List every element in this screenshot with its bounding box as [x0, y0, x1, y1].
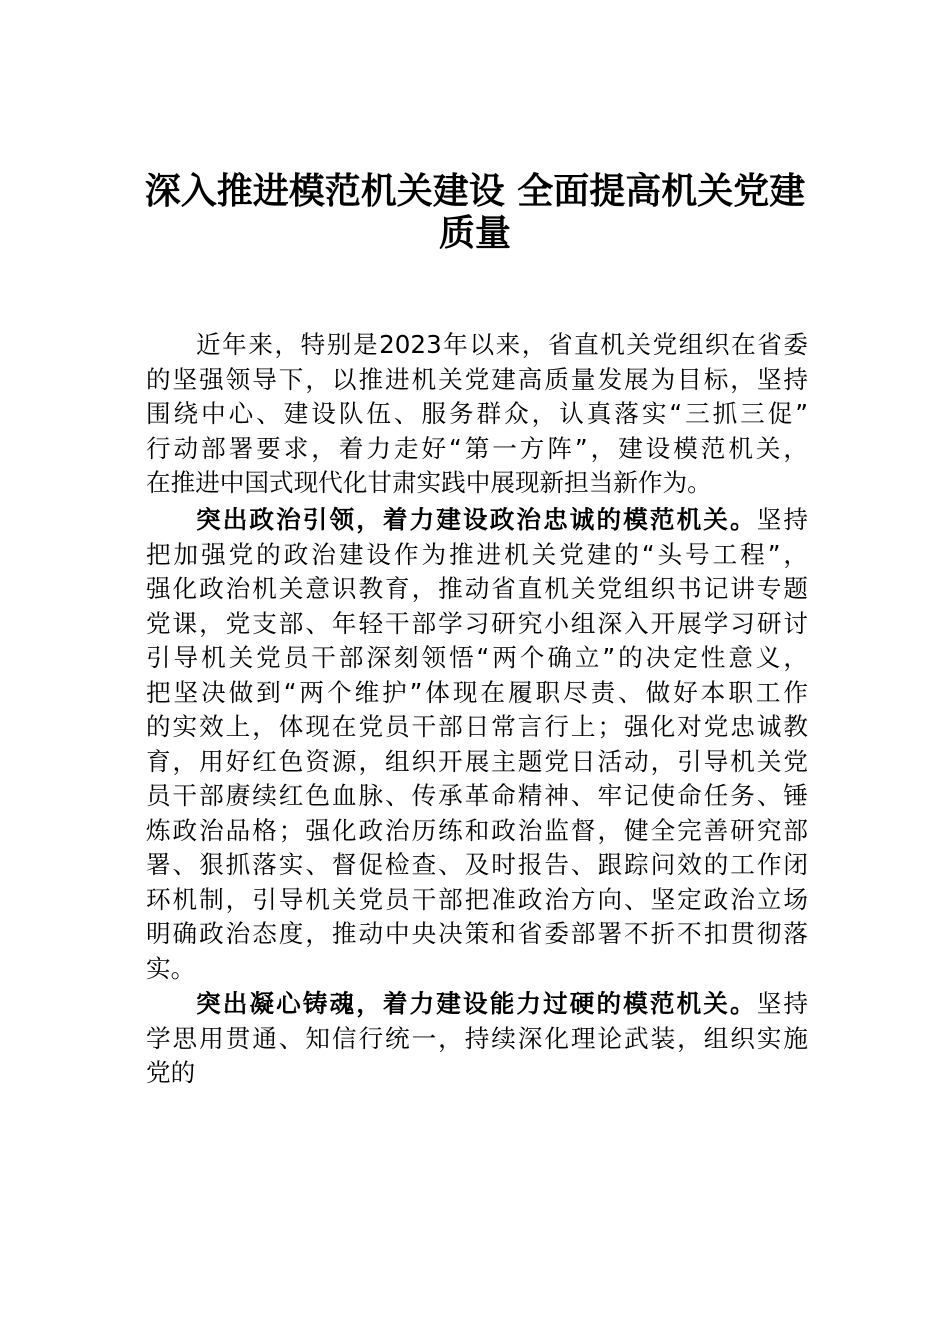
- paragraph-3-first-line: [146, 987, 808, 1022]
- paragraph-3-heading: 突出凝心铸魂，着力建设能力过硬的模范机关。: [196, 989, 757, 1018]
- paragraph-2-line: 把坚决做到“两个维护”体现在履职尽责、做好本职工作: [146, 677, 808, 707]
- paragraph-2-line: 把加强党的政治建设作为推进机关党建的“头号工程”，: [146, 539, 808, 569]
- paragraph-2-line: 署、狠抓落实、督促检查、及时报告、跟踪问效的工作闭: [146, 850, 808, 879]
- paragraph-1-line: 近年来，特别是2023年以来，省直机关党组织在省委: [196, 330, 808, 359]
- document-title-line-1: 深入推进模范机关建设 全面提高机关党建: [144, 170, 806, 212]
- paragraph-2-line: 党课，党支部、年轻干部学习研究小组深入开展学习研讨: [146, 608, 808, 638]
- paragraph-2-line: 实。: [146, 953, 196, 983]
- paragraph-1-line: 在推进中国式现代化甘肃实践中展现新担当新作为。: [146, 468, 712, 497]
- paragraph-2-line: 强化政治机关意识教育，推动省直机关党组织书记讲专题: [146, 574, 808, 603]
- paragraph-2-line: 引导机关党员干部深刻领悟“两个确立”的决定性意义，: [146, 643, 808, 672]
- paragraph-2-line: 环机制，引导机关党员干部把准政治方向、坚定政治立场: [146, 884, 808, 914]
- paragraph-3-first-line-rest: 坚持: [756, 989, 808, 1018]
- paragraph-1-line: 行动部署要求，着力走好“第一方阵”，建设模范机关，: [146, 433, 808, 463]
- paragraph-1: [146, 328, 808, 501]
- paragraph-1-line: 围绕中心、建设队伍、服务群众，认真落实“三抓三促”: [146, 399, 808, 428]
- paragraph-2: [146, 503, 808, 986]
- document-title-line-2: 质量: [438, 212, 511, 254]
- paragraph-2-line: 明确政治态度，推动中央决策和省委部署不折不扣贯彻落: [146, 919, 808, 948]
- paragraph-1-line: 的坚强领导下，以推进机关党建高质量发展为目标，坚持: [146, 364, 808, 394]
- paragraph-3-line: 学思用贯通、知信行统一，持续深化理论武装，组织实施: [146, 1023, 808, 1053]
- paragraph-2-first-line: [146, 503, 808, 538]
- paragraph-2-line: 的实效上，体现在党员干部日常言行上；强化对党忠诚教: [146, 712, 808, 741]
- paragraph-2-line: 员干部赓续红色血脉、传承革命精神、牢记使命任务、锤: [146, 781, 808, 810]
- paragraph-2-line: 炼政治品格；强化政治历练和政治监督，健全完善研究部: [146, 815, 808, 845]
- paragraph-2-heading: 突出政治引领，着力建设政治忠诚的模范机关。: [196, 505, 757, 534]
- paragraph-3-line: 党的: [146, 1058, 196, 1087]
- paragraph-3: [146, 987, 808, 1091]
- paragraph-2-first-line-rest: 坚持: [756, 505, 808, 534]
- paragraph-2-line: 育，用好红色资源，组织开展主题党日活动，引导机关党: [146, 746, 808, 776]
